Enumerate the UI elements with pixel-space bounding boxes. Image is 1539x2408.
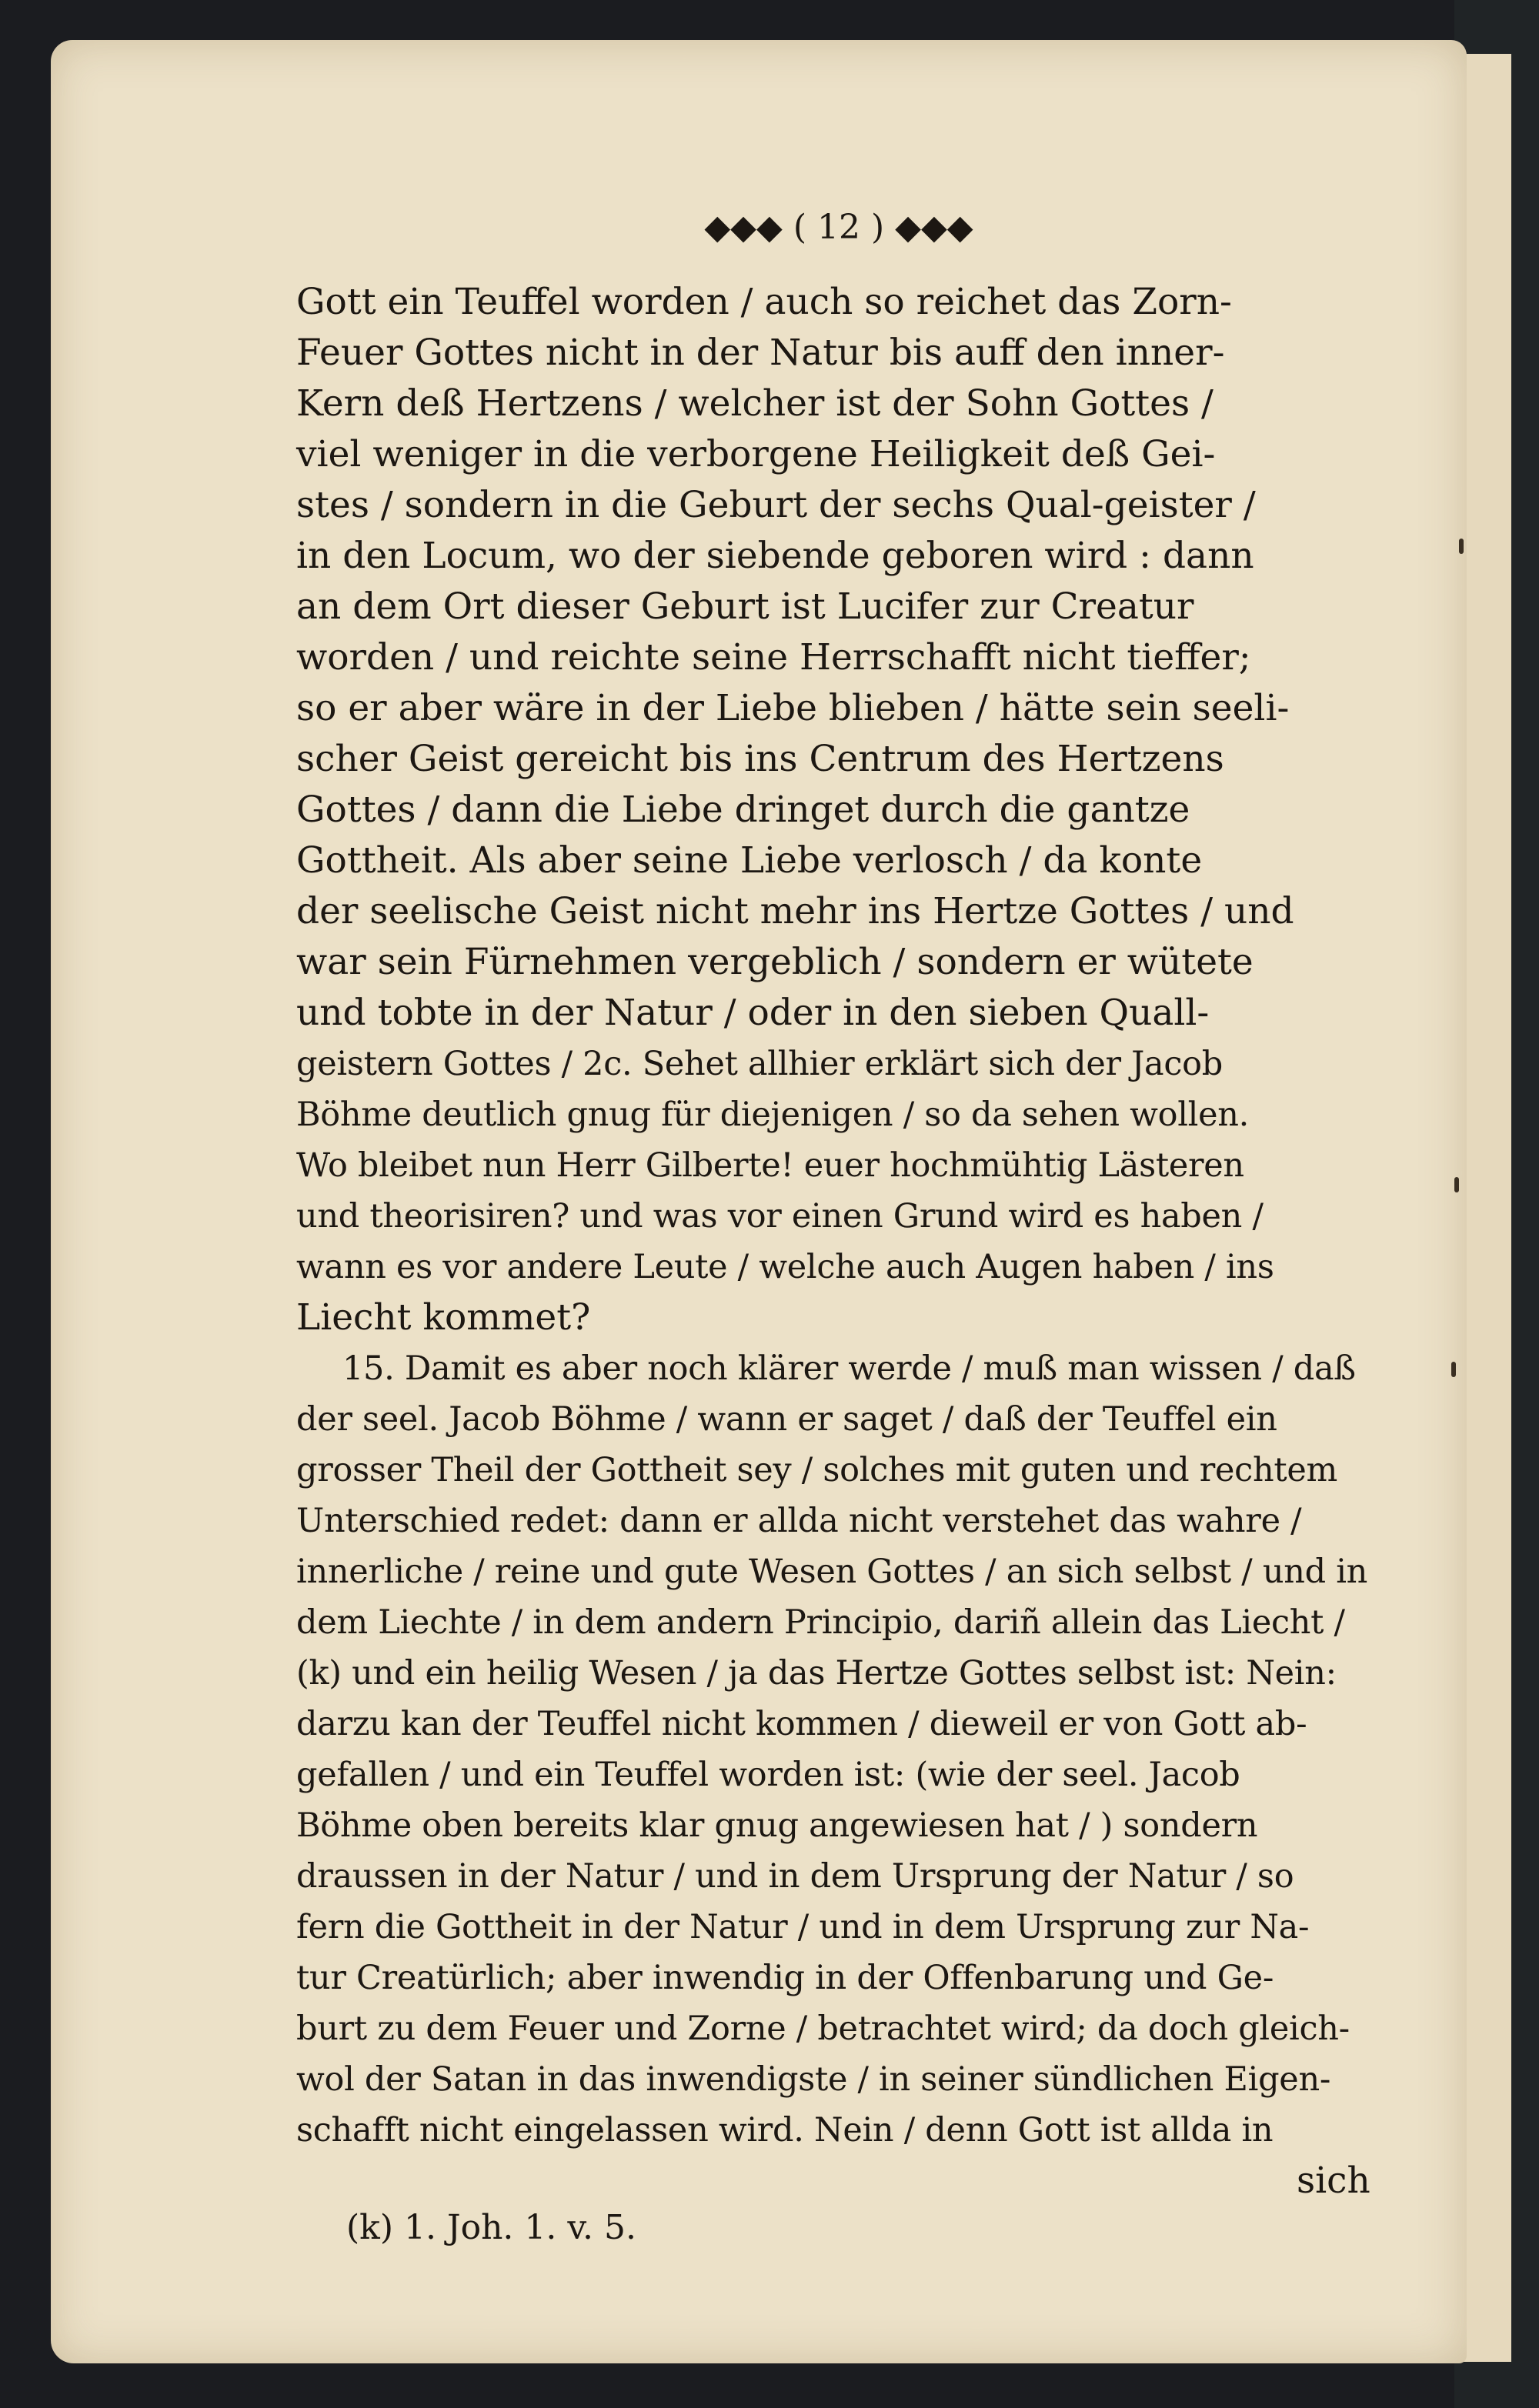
text-line: Gottes / dann die Liebe dringet durch die gantze xyxy=(296,789,1190,831)
paragraph-start-line: 15. Damit es aber noch klärer werde / muß man wissen / daß xyxy=(342,1349,1356,1388)
text-line: scher Geist gereicht bis ins Centrum des Hertzens xyxy=(296,738,1224,780)
text-line: schafft nicht eingelassen wird. Nein / denn Gott ist allda in xyxy=(296,2111,1274,2150)
text-line: stes / sondern in die Geburt der sechs Qual-geister / xyxy=(296,484,1256,526)
text-line: Unterschied redet: dann er allda nicht verstehet das wahre / xyxy=(296,1502,1302,1540)
text-line: in den Locum, wo der siebende geboren wird : dann xyxy=(296,535,1254,577)
text-line: innerliche / reine und gute Wesen Gottes / an sich selbst / und in xyxy=(296,1553,1368,1591)
text-line: (k) und ein heilig Wesen / ja das Hertze Gottes selbst ist: Nein: xyxy=(296,1654,1337,1693)
text-line: worden / und reichte seine Herrschafft nicht tieffer; xyxy=(296,636,1251,679)
text-line: Böhme deutlich gnug für diejenigen / so da sehen wollen. xyxy=(296,1096,1250,1134)
text-line: darzu kan der Teuffel nicht kommen / dieweil er von Gott ab- xyxy=(296,1705,1307,1743)
page-number: ( 12 ) xyxy=(793,208,885,247)
footnote: (k) 1. Joh. 1. v. 5. xyxy=(346,2208,636,2247)
text-line: burt zu dem Feuer und Zorne / betrachtet wird; da doch gleich- xyxy=(296,2009,1350,2048)
text-line: dem Liechte / in dem andern Principio, dariñ allein das Liecht / xyxy=(296,1603,1345,1642)
text-line: war sein Fürnehmen vergeblich / sondern er wütete xyxy=(296,941,1254,983)
header-ornament-left: ◆◆◆ xyxy=(704,208,793,247)
text-line: Böhme oben bereits klar gnug angewiesen hat / ) sondern xyxy=(296,1806,1258,1845)
text-line: Liecht kommet? xyxy=(296,1296,591,1339)
text-line: an dem Ort dieser Geburt ist Lucifer zur Creatur xyxy=(296,585,1194,628)
text-line: viel weniger in die verborgene Heiligkeit deß Gei- xyxy=(296,433,1216,475)
text-line: der seelische Geist nicht mehr ins Hertze Gottes / und xyxy=(296,890,1294,932)
margin-speck xyxy=(1454,1177,1459,1192)
text-line: tur Creatürlich; aber inwendig in der Offenbarung und Ge- xyxy=(296,1959,1274,1997)
text-line: grosser Theil der Gottheit sey / solches mit guten und rechtem xyxy=(296,1451,1337,1489)
text-line: draussen in der Natur / und in dem Ursprung der Natur / so xyxy=(296,1857,1294,1896)
text-line: der seel. Jacob Böhme / wann er saget / daß der Teuffel ein xyxy=(296,1400,1277,1439)
margin-speck xyxy=(1459,539,1464,554)
text-line: fern die Gottheit in der Natur / und in dem Ursprung zur Na- xyxy=(296,1908,1310,1946)
text-line: Gott ein Teuffel worden / auch so reichet das Zorn- xyxy=(296,281,1232,323)
header-ornament-right: ◆◆◆ xyxy=(884,208,973,247)
text-line: so er aber wäre in der Liebe blieben / hätte sein seeli- xyxy=(296,687,1290,729)
margin-speck xyxy=(1451,1362,1456,1377)
text-line: und theorisiren? und was vor einen Grund wird es haben / xyxy=(296,1197,1264,1236)
text-line: Gottheit. Als aber seine Liebe verlosch / da konte xyxy=(296,839,1203,882)
text-line: gefallen / und ein Teuffel worden ist: (wie der seel. Jacob xyxy=(296,1756,1240,1794)
text-line: und tobte in der Natur / oder in den sieben Quall- xyxy=(296,992,1210,1034)
text-line: Wo bleibet nun Herr Gilberte! euer hochmühtig Lästeren xyxy=(296,1146,1244,1185)
text-line: Feuer Gottes nicht in der Natur bis auff den inner- xyxy=(296,332,1225,374)
text-line: Kern deß Hertzens / welcher ist der Sohn Gottes / xyxy=(296,382,1214,425)
text-line: wann es vor andere Leute / welche auch Augen haben / ins xyxy=(296,1248,1274,1286)
text-line: geistern Gottes / 2c. Sehet allhier erklärt sich der Jacob xyxy=(296,1045,1223,1083)
text-line: wol der Satan in das inwendigste / in seiner sündlichen Eigen- xyxy=(296,2060,1331,2099)
page-header xyxy=(693,208,985,247)
catchword: sich xyxy=(1297,2160,1370,2202)
